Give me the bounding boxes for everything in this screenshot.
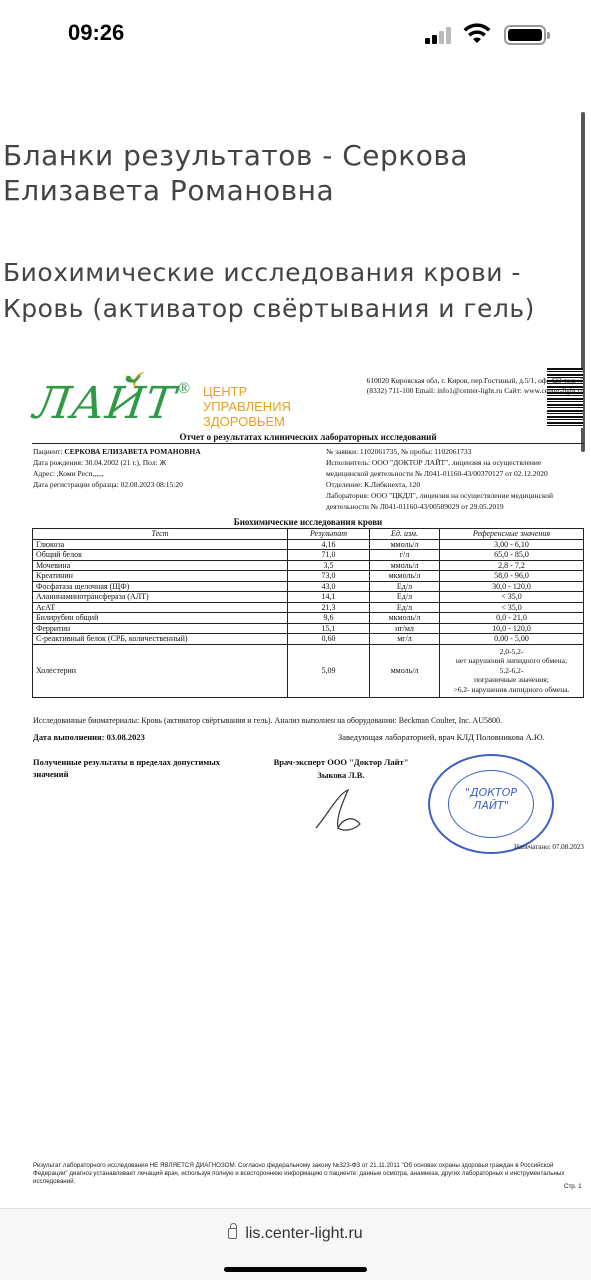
results-table <box>32 528 584 698</box>
patient-name: СЕРКОВА ЕЛИЗАВЕТА РОМАНОВНА <box>64 447 201 456</box>
test-result: 4,16 <box>288 539 370 550</box>
page-number: Стр. 1 <box>564 1183 582 1190</box>
table-row <box>33 602 584 613</box>
test-reference: 3,00 - 6,10 <box>440 539 584 550</box>
reference-line: 2,0-5,2- <box>499 646 524 656</box>
conclusion: Полученные результаты в пределах допустимых значений <box>33 757 221 779</box>
biomaterial-note: Исследованные биоматериалы: Кровь (активатор свёртывания и гель). Анализ выполнен на оборудовании: Beckman Coulter, Inc. AU5800. <box>33 716 502 725</box>
logo-text: ЛАЙТ <box>30 378 180 429</box>
head-of-lab: Заведующая лабораторией, врач КЛД Половникова А.Ю. <box>338 732 545 742</box>
patient-label: Пациент: <box>33 447 63 456</box>
result-document <box>28 364 588 1190</box>
table-row <box>33 592 584 603</box>
table-header-row <box>33 529 584 540</box>
browser-address-bar[interactable] <box>0 1208 591 1280</box>
table-row <box>33 560 584 571</box>
wifi-icon <box>463 23 491 45</box>
status-bar <box>0 0 591 70</box>
stamp-icon <box>428 754 554 854</box>
test-reference: < 35,0 <box>440 592 584 603</box>
test-result: 71,0 <box>288 550 370 561</box>
test-reference: 2,8 - 7,2 <box>440 560 584 571</box>
test-result: 0,60 <box>288 634 370 645</box>
test-name: Холестерин <box>33 644 288 697</box>
execution-date: Дата выполнения: 03.08.2023 <box>33 732 145 742</box>
column-header: Тест <box>33 529 288 540</box>
test-unit: ммоль/л <box>370 539 440 550</box>
test-reference: 0,00 - 5,00 <box>440 634 584 645</box>
table-row <box>33 571 584 582</box>
test-reference: 58,0 - 96,0 <box>440 571 584 582</box>
test-reference: 30,0 - 120,0 <box>440 581 584 592</box>
reference-line: нет нарушений липидного обмена; <box>455 656 568 666</box>
test-unit: Ед/л <box>370 581 440 592</box>
test-unit: мкмоль/л <box>370 571 440 582</box>
test-name: Глюкоза <box>33 539 288 550</box>
url-text: lis.center-light.ru <box>245 1225 363 1242</box>
printed-date: Напечатано: 07.08.2023 <box>514 843 584 851</box>
test-reference <box>440 644 584 697</box>
logo-tagline-line: ЗДОРОВЬЕМ <box>203 414 285 429</box>
stamp-text: "ДОКТОР ЛАЙТ" <box>464 786 518 812</box>
report-title: Отчет о результатах клинических лабораторных исследований <box>179 432 437 442</box>
test-name: Креатинин <box>33 571 288 582</box>
test-name: Билирубин общий <box>33 613 288 624</box>
laboratory: Лаборатория: ООО "ЦКДЛ", лицензия на осуществление медицинской деятельности № Л041-01160-43/00589029 от 29.05.2019 <box>326 491 553 511</box>
reference-line: пограничные значения; <box>474 675 549 685</box>
signature-icon <box>308 784 368 836</box>
test-result: 21,3 <box>288 602 370 613</box>
home-indicator[interactable] <box>224 1267 367 1272</box>
test-unit: ммоль/л <box>370 560 440 571</box>
test-name: Аланинаминотрансфераза (АЛТ) <box>33 592 288 603</box>
logo-registered: ® <box>178 380 191 397</box>
order-number: № заявки: 1102061735, № пробы: 1102061733 <box>326 447 472 456</box>
executor: Исполнитель: ООО "ДОКТОР ЛАЙТ", лицензия на осуществление медицинской деятельности № Л041-01160-43/00370127 от 02.12.2020 <box>326 458 548 478</box>
test-result: 9,6 <box>288 613 370 624</box>
department: Отделение: К.Либкнехта, 120 <box>326 480 421 489</box>
test-unit: мг/л <box>370 634 440 645</box>
test-result: 3,5 <box>288 560 370 571</box>
order-info <box>326 446 584 512</box>
test-name: С-реактивный белок (СРБ, количественный) <box>33 634 288 645</box>
test-unit: нг/мл <box>370 623 440 634</box>
table-row <box>33 634 584 645</box>
logo-tagline-line: УПРАВЛЕНИЯ <box>203 399 291 414</box>
test-unit: Ед/л <box>370 592 440 603</box>
test-name: Фосфатаза щелочная (ЩФ) <box>33 581 288 592</box>
page-title: Бланки результатов - Серкова Елизавета Романовна <box>3 139 469 207</box>
test-name: Мочевина <box>33 560 288 571</box>
test-unit: Ед/л <box>370 602 440 613</box>
patient-birth: Дата рождения: 30.04.2002 (21 г.), Пол: Ж <box>33 458 167 467</box>
test-result: 14,1 <box>288 592 370 603</box>
column-header: Референсные значения <box>440 529 584 540</box>
lab-address: 610020 Кировская обл, г. Киров, пер.Гостиный, д.5/1, оф. 423 тел:+7 (8332) 711-100 Email: info1@center-light.ru Сайт: www.center-light.ru <box>366 376 584 395</box>
column-header: Результат <box>288 529 370 540</box>
test-reference: 10,0 - 120,0 <box>440 623 584 634</box>
test-result: 15,1 <box>288 623 370 634</box>
doctor-name: Зыкова Л.В. <box>317 770 365 780</box>
logo-tagline-line: ЦЕНТР <box>203 384 248 399</box>
patient-info <box>33 446 313 490</box>
table-row <box>33 623 584 634</box>
cellular-signal-icon <box>425 26 455 44</box>
reference-line: >6,2- нарушения липидного обмена. <box>453 684 570 694</box>
doctor-title: Врач-эксперт ООО "Доктор Лайт" <box>273 757 409 767</box>
test-result: 73,0 <box>288 571 370 582</box>
table-row <box>33 644 584 697</box>
disclaimer: Результат лабораторного исследования НЕ ЯВЛЯЕТСЯ ДИАГНОЗОМ. Согласно федеральному закону №323-ФЗ от 21.11.2011 "Об основах охраны здоровья граждан в Российской Федерации" диагноз устанавливает лечащий врач, используя полную и всестороннюю информацию о пациенте: данные осмотра, анамнеза, других лабораторных и инструментальных исследований. <box>33 1162 565 1185</box>
reference-line: 5,2-6,2- <box>499 665 524 675</box>
url-field[interactable] <box>0 1225 591 1243</box>
table-row <box>33 613 584 624</box>
table-row <box>33 550 584 561</box>
doctor-block <box>256 756 426 782</box>
test-name: Ферритин <box>33 623 288 634</box>
logo-tagline <box>203 384 291 429</box>
battery-icon <box>504 25 546 45</box>
test-name: АсАТ <box>33 602 288 613</box>
test-reference: 0,0 - 21,0 <box>440 613 584 624</box>
status-time: 09:26 <box>68 20 125 45</box>
test-unit: ммоль/л <box>370 644 440 697</box>
table-row <box>33 581 584 592</box>
test-reference: < 35,0 <box>440 602 584 613</box>
test-unit: г/л <box>370 550 440 561</box>
test-name: Общий белок <box>33 550 288 561</box>
table-row <box>33 539 584 550</box>
test-unit: мкмоль/л <box>370 613 440 624</box>
divider <box>32 443 584 444</box>
patient-address: Адрес: ,Коми Респ,,,,,, <box>33 469 104 478</box>
lock-icon <box>228 1228 237 1239</box>
test-result: 43,0 <box>288 581 370 592</box>
section-title: Биохимические исследования крови <box>233 517 383 527</box>
registration-date: Дата регистрации образца: 02.08.2023 08:15:20 <box>33 480 183 489</box>
page-subtitle: Биохимические исследования крови - Кровь (активатор свёртывания и гель) <box>3 258 535 323</box>
test-result: 5,09 <box>288 644 370 697</box>
column-header: Ед. изм. <box>370 529 440 540</box>
test-reference: 65,0 - 85,0 <box>440 550 584 561</box>
